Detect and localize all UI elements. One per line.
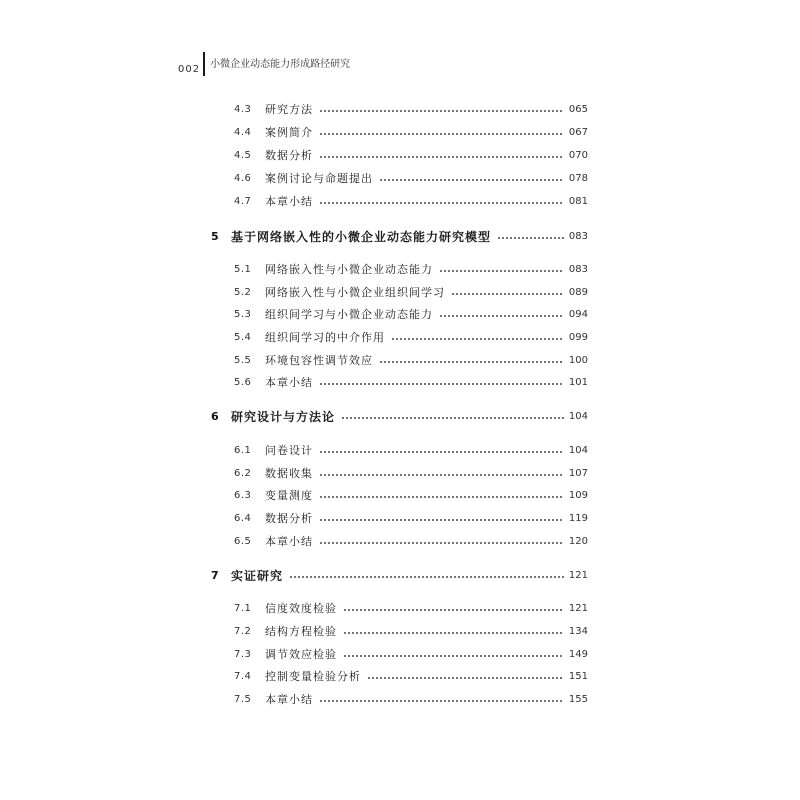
dot-leader (319, 496, 564, 498)
chapter-number: 7 (211, 569, 219, 582)
page-ref: 083 (568, 231, 588, 242)
section-title: 数据分析 (265, 149, 313, 162)
section-number: 5.4 (234, 332, 252, 343)
dot-leader (451, 293, 564, 295)
page-ref: 121 (568, 603, 588, 614)
page-ref: 089 (568, 287, 588, 298)
section-number: 4.7 (234, 196, 252, 207)
dot-leader (379, 361, 564, 363)
section-title: 结构方程检验 (265, 625, 337, 638)
section-title: 组织间学习与小微企业动态能力 (265, 308, 433, 321)
toc-entry[interactable] (234, 442, 588, 460)
page-ref: 067 (568, 127, 588, 138)
section-number: 6.4 (234, 513, 252, 524)
page-number: 002 (178, 64, 201, 75)
toc-entry[interactable] (234, 374, 588, 392)
section-title: 信度效度检验 (265, 602, 337, 615)
section-number: 4.6 (234, 173, 252, 184)
toc-entry[interactable] (234, 101, 588, 119)
toc-entry[interactable] (234, 147, 588, 165)
page-ref: 149 (568, 649, 588, 660)
section-number: 7.4 (234, 671, 252, 682)
page-ref: 109 (568, 490, 588, 501)
page-ref: 100 (568, 355, 588, 366)
section-number: 4.3 (234, 104, 252, 115)
chapter-title: 研究设计与方法论 (231, 410, 336, 424)
section-title: 问卷设计 (265, 444, 313, 457)
toc-entry[interactable] (234, 170, 588, 188)
section-number: 6.2 (234, 468, 252, 479)
section-number: 6.3 (234, 490, 252, 501)
dot-leader (319, 700, 564, 702)
dot-leader (289, 576, 564, 578)
toc-entry[interactable] (234, 261, 588, 279)
toc-chapter[interactable] (211, 228, 588, 246)
chapter-title: 基于网络嵌入性的小微企业动态能力研究模型 (231, 230, 492, 244)
section-number: 5.2 (234, 287, 252, 298)
page-ref: 078 (568, 173, 588, 184)
page-ref: 104 (568, 411, 588, 422)
toc-entry[interactable] (234, 306, 588, 324)
section-title: 案例简介 (265, 126, 313, 139)
dot-leader (319, 156, 564, 158)
section-number: 5.5 (234, 355, 252, 366)
section-number: 7.2 (234, 626, 252, 637)
chapter-number: 5 (211, 230, 219, 243)
section-title: 本章小结 (265, 376, 313, 389)
dot-leader (319, 474, 564, 476)
dot-leader (319, 519, 564, 521)
book-title: 小微企业动态能力形成路径研究 (210, 59, 351, 70)
toc-entry[interactable] (234, 600, 588, 618)
page-ref: 134 (568, 626, 588, 637)
toc-entry[interactable] (234, 510, 588, 528)
section-number: 5.1 (234, 264, 252, 275)
toc-entry[interactable] (234, 284, 588, 302)
toc-entry[interactable] (234, 533, 588, 551)
toc-entry[interactable] (234, 487, 588, 505)
section-title: 变量测度 (265, 489, 313, 502)
dot-leader (439, 270, 564, 272)
section-title: 网络嵌入性与小微企业动态能力 (265, 263, 433, 276)
dot-leader (319, 202, 564, 204)
page-ref: 121 (568, 570, 588, 581)
toc-chapter[interactable] (211, 408, 588, 426)
toc-entry[interactable] (234, 668, 588, 686)
dot-leader (319, 383, 564, 385)
section-title: 案例讨论与命题提出 (265, 172, 373, 185)
section-number: 4.5 (234, 150, 252, 161)
dot-leader (343, 609, 564, 611)
dot-leader (319, 133, 564, 135)
page-ref: 094 (568, 309, 588, 320)
dot-leader (343, 632, 564, 634)
dot-leader (341, 417, 564, 419)
dot-leader (497, 237, 564, 239)
dot-leader (367, 677, 564, 679)
toc-entry[interactable] (234, 691, 588, 709)
toc-chapter[interactable] (211, 567, 588, 585)
section-title: 研究方法 (265, 103, 313, 116)
toc-entry[interactable] (234, 352, 588, 370)
section-title: 数据收集 (265, 467, 313, 480)
section-title: 调节效应检验 (265, 648, 337, 661)
section-number: 6.5 (234, 536, 252, 547)
section-title: 数据分析 (265, 512, 313, 525)
section-title: 本章小结 (265, 693, 313, 706)
page-ref: 119 (568, 513, 588, 524)
page-ref: 083 (568, 264, 588, 275)
section-number: 5.6 (234, 377, 252, 388)
chapter-title: 实证研究 (231, 569, 284, 583)
dot-leader (343, 655, 564, 657)
page-ref: 104 (568, 445, 588, 456)
section-title: 本章小结 (265, 195, 313, 208)
dot-leader (391, 338, 564, 340)
page-ref: 151 (568, 671, 588, 682)
section-number: 7.5 (234, 694, 252, 705)
toc-entry[interactable] (234, 646, 588, 664)
page-ref: 120 (568, 536, 588, 547)
section-number: 6.1 (234, 445, 252, 456)
dot-leader (319, 542, 564, 544)
page-ref: 101 (568, 377, 588, 388)
page-ref: 070 (568, 150, 588, 161)
section-number: 7.1 (234, 603, 252, 614)
dot-leader (319, 110, 564, 112)
dot-leader (439, 315, 564, 317)
section-number: 5.3 (234, 309, 252, 320)
chapter-number: 6 (211, 410, 219, 423)
dot-leader (319, 451, 564, 453)
page-ref: 081 (568, 196, 588, 207)
section-title: 组织间学习的中介作用 (265, 331, 385, 344)
dot-leader (379, 179, 564, 181)
toc-entry[interactable] (234, 623, 588, 641)
section-title: 网络嵌入性与小微企业组织间学习 (265, 286, 445, 299)
section-title: 环境包容性调节效应 (265, 354, 373, 367)
toc-entry[interactable] (234, 329, 588, 347)
toc-entry[interactable] (234, 465, 588, 483)
section-title: 控制变量检验分析 (265, 670, 361, 683)
section-number: 7.3 (234, 649, 252, 660)
toc-entry[interactable] (234, 124, 588, 142)
page-ref: 099 (568, 332, 588, 343)
section-number: 4.4 (234, 127, 252, 138)
page-ref: 065 (568, 104, 588, 115)
section-title: 本章小结 (265, 535, 313, 548)
page-ref: 107 (568, 468, 588, 479)
page-ref: 155 (568, 694, 588, 705)
toc-entry[interactable] (234, 193, 588, 211)
